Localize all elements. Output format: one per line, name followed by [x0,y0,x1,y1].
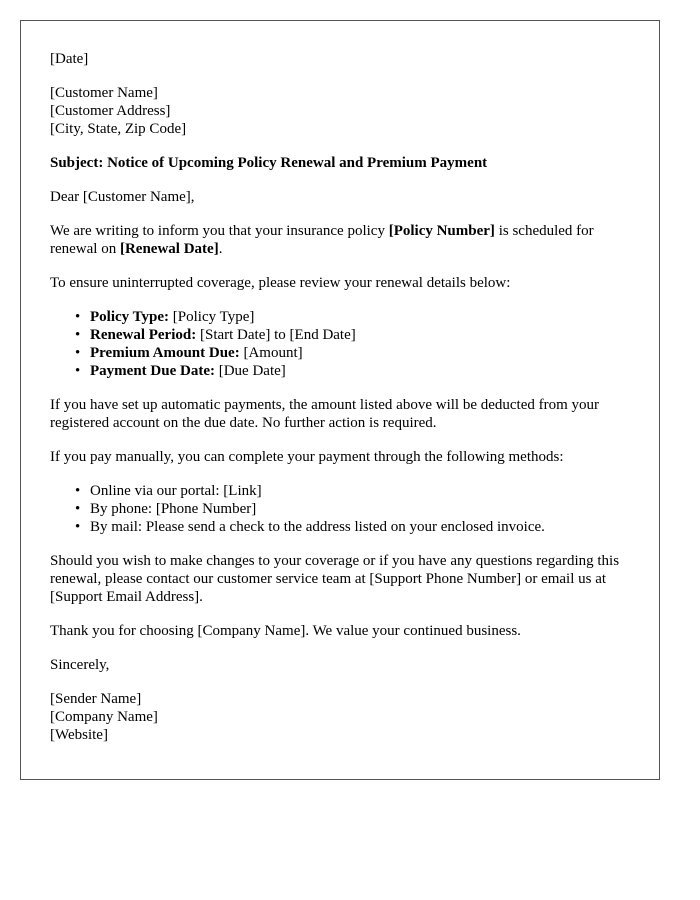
letter-greeting: Dear [Customer Name], [50,189,195,205]
letter-container [20,20,660,780]
detail-renewal-period [90,326,631,344]
payment-methods-list [50,482,631,536]
intro-paragraph [50,222,631,258]
policy-number: [Policy Number] [388,223,495,239]
detail-label: Payment Due Date: [90,363,215,379]
manual-payment-paragraph: If you pay manually, you can complete your payment through the following methods: [50,449,564,465]
letter-date: [Date] [50,51,89,67]
recipient-name: [Customer Name] [50,85,158,101]
recipient-city-state-zip: [City, State, Zip Code] [50,121,187,137]
intro-text-1: We are writing to inform you that your insurance policy [50,223,389,239]
closing: Sincerely, [50,657,110,673]
detail-value: [Start Date] to [End Date] [196,327,356,343]
method-phone: • By phone: [Phone Number] [90,500,631,518]
detail-value: [Due Date] [214,363,286,379]
review-paragraph: To ensure uninterrupted coverage, please review your renewal details below: [50,275,511,291]
detail-label: Policy Type: [90,309,170,325]
renewal-details-list [50,308,631,380]
detail-value: [Policy Type] [169,309,255,325]
sender-name: [Sender Name] [50,691,142,707]
signature-block [50,690,631,744]
method-online: • Online via our portal: [Link] [90,482,631,500]
renewal-date: [Renewal Date] [119,241,219,257]
method-mail: • By mail: Please send a check to the address listed on your enclosed invoice. [90,518,631,536]
sender-website: [Website] [50,727,108,743]
changes-paragraph: Should you wish to make changes to your coverage or if you have any questions regarding this renewal, please contact our customer service team at [Support Phone Number] or email us at [Support Email Address]. [50,553,620,605]
letter-subject: Subject: Notice of Upcoming Policy Renewal and Premium Payment [50,155,488,171]
recipient-address-block [50,84,631,138]
detail-label: Premium Amount Due: [90,345,240,361]
thanks-paragraph: Thank you for choosing [Company Name]. We value your continued business. [50,623,521,639]
intro-text-2: is scheduled for renewal on [50,223,594,257]
recipient-address: [Customer Address] [50,103,171,119]
intro-text-3: . [218,241,223,257]
detail-payment-due-date [90,362,631,380]
detail-policy-type [90,308,631,326]
sender-company: [Company Name] [50,709,158,725]
detail-value: [Amount] [239,345,303,361]
detail-premium-amount [90,344,631,362]
detail-label: Renewal Period: [90,327,197,343]
auto-payment-paragraph: If you have set up automatic payments, the amount listed above will be deducted from your registered account on the due date. No further action is required. [50,397,600,431]
